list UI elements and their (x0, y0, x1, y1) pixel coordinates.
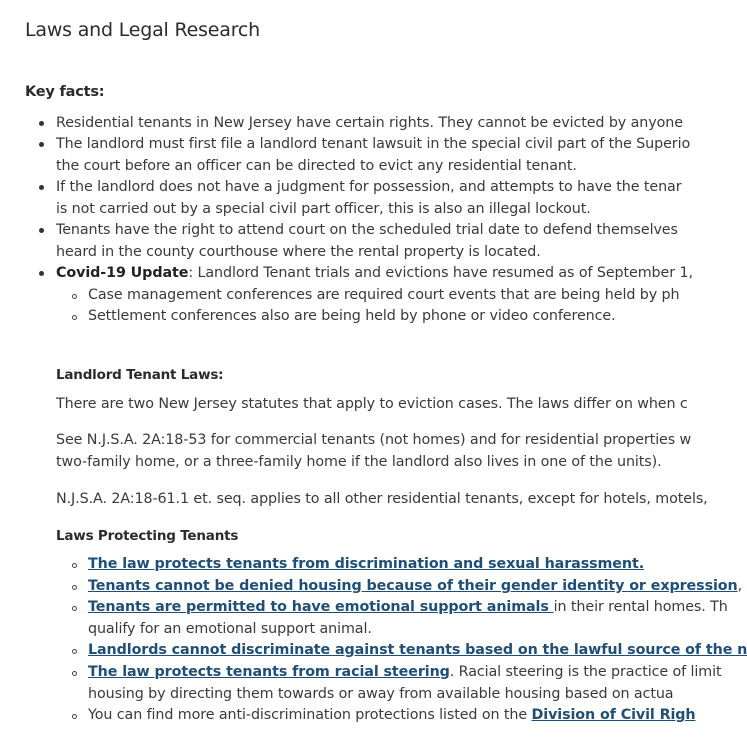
covid-subitem-2: Settlement conferences also are being held by phone or video conference. (88, 308, 616, 324)
protect-item-5-text: . Racial steering is the practice of limit (449, 664, 722, 680)
covid-label: Covid-19 Update (56, 265, 189, 281)
laws-paragraph-2-line2: two-family home, or a three-family home if the landlord also lives in one of the units). (56, 454, 662, 470)
protect-item-3-line2: qualify for an emotional support animal. (88, 621, 372, 637)
covid-update (56, 263, 693, 284)
key-facts-heading: Key facts: (25, 84, 105, 100)
lawful-source-income-link[interactable]: Landlords cannot discriminate against tenants based on the lawful source of the n (88, 642, 747, 658)
circle-bullet (72, 606, 77, 611)
circle-bullet (72, 294, 77, 299)
circle-bullet (72, 315, 77, 320)
key-fact-3-line1: If the landlord does not have a judgment for possession, and attempts to have the tenar (56, 179, 682, 195)
division-civil-rights-link[interactable]: Division of Civil Righ (531, 707, 696, 723)
key-fact-1: Residential tenants in New Jersey have certain rights. They cannot be evicted by anyone (56, 115, 683, 131)
protect-item-3 (88, 597, 728, 618)
emotional-support-animals-link[interactable]: Tenants are permitted to have emotional support animals (88, 599, 554, 615)
racial-steering-link[interactable]: The law protects tenants from racial steering (88, 664, 450, 680)
circle-bullet (72, 714, 77, 719)
protect-item-6 (88, 705, 696, 726)
protect-item-2 (88, 576, 742, 597)
bullet-dot (39, 142, 44, 147)
key-fact-4-line1: Tenants have the right to attend court on the scheduled trial date to defend themselves (56, 222, 678, 238)
key-fact-4-line2: heard in the county courthouse where the rental property is located. (56, 244, 541, 260)
circle-bullet (72, 671, 77, 676)
bullet-dot (39, 121, 44, 126)
key-fact-2-line2: the court before an officer can be directed to evict any residential tenant. (56, 158, 577, 174)
protect-item-5 (88, 662, 721, 683)
gender-identity-link[interactable]: Tenants cannot be denied housing because of their gender identity or expression (88, 578, 738, 594)
protect-item-5-line2: housing by directing them towards or away from available housing based on actua (88, 686, 674, 702)
protect-item-1 (88, 554, 644, 575)
bullet-dot (39, 185, 44, 190)
key-fact-2-line1: The landlord must first file a landlord tenant lawsuit in the special civil part of the Superio (56, 136, 691, 152)
key-fact-3-line2: is not carried out by a special civil part officer, this is also an illegal lockout. (56, 201, 591, 217)
protect-item-2-text: , (737, 578, 743, 594)
circle-bullet (72, 563, 77, 568)
laws-protecting-heading: Laws Protecting Tenants (56, 528, 239, 544)
protect-item-6-text: You can find more anti-discrimination protections listed on the (88, 707, 532, 723)
covid-subitem-1: Case management conferences are required court events that are being held by ph (88, 287, 680, 303)
laws-paragraph-2-line1: See N.J.S.A. 2A:18-53 for commercial tenants (not homes) and for residential properties w (56, 432, 692, 448)
laws-paragraph-1: There are two New Jersey statutes that apply to eviction cases. The laws differ on when c (56, 396, 688, 412)
protect-item-3-text: in their rental homes. Th (553, 599, 728, 615)
protect-item-4 (88, 640, 747, 661)
landlord-tenant-laws-heading: Landlord Tenant Laws: (56, 367, 224, 383)
covid-text: : Landlord Tenant trials and evictions have resumed as of September 1, (188, 265, 693, 281)
circle-bullet (72, 649, 77, 654)
bullet-dot (39, 271, 44, 276)
laws-paragraph-3: N.J.S.A. 2A:18-61.1 et. seq. applies to all other residential tenants, except for hotels, motels, (56, 491, 708, 507)
circle-bullet (72, 585, 77, 590)
discrimination-harassment-link[interactable]: The law protects tenants from discrimination and sexual harassment. (88, 556, 645, 572)
page-title: Laws and Legal Research (25, 19, 261, 41)
bullet-dot (39, 228, 44, 233)
